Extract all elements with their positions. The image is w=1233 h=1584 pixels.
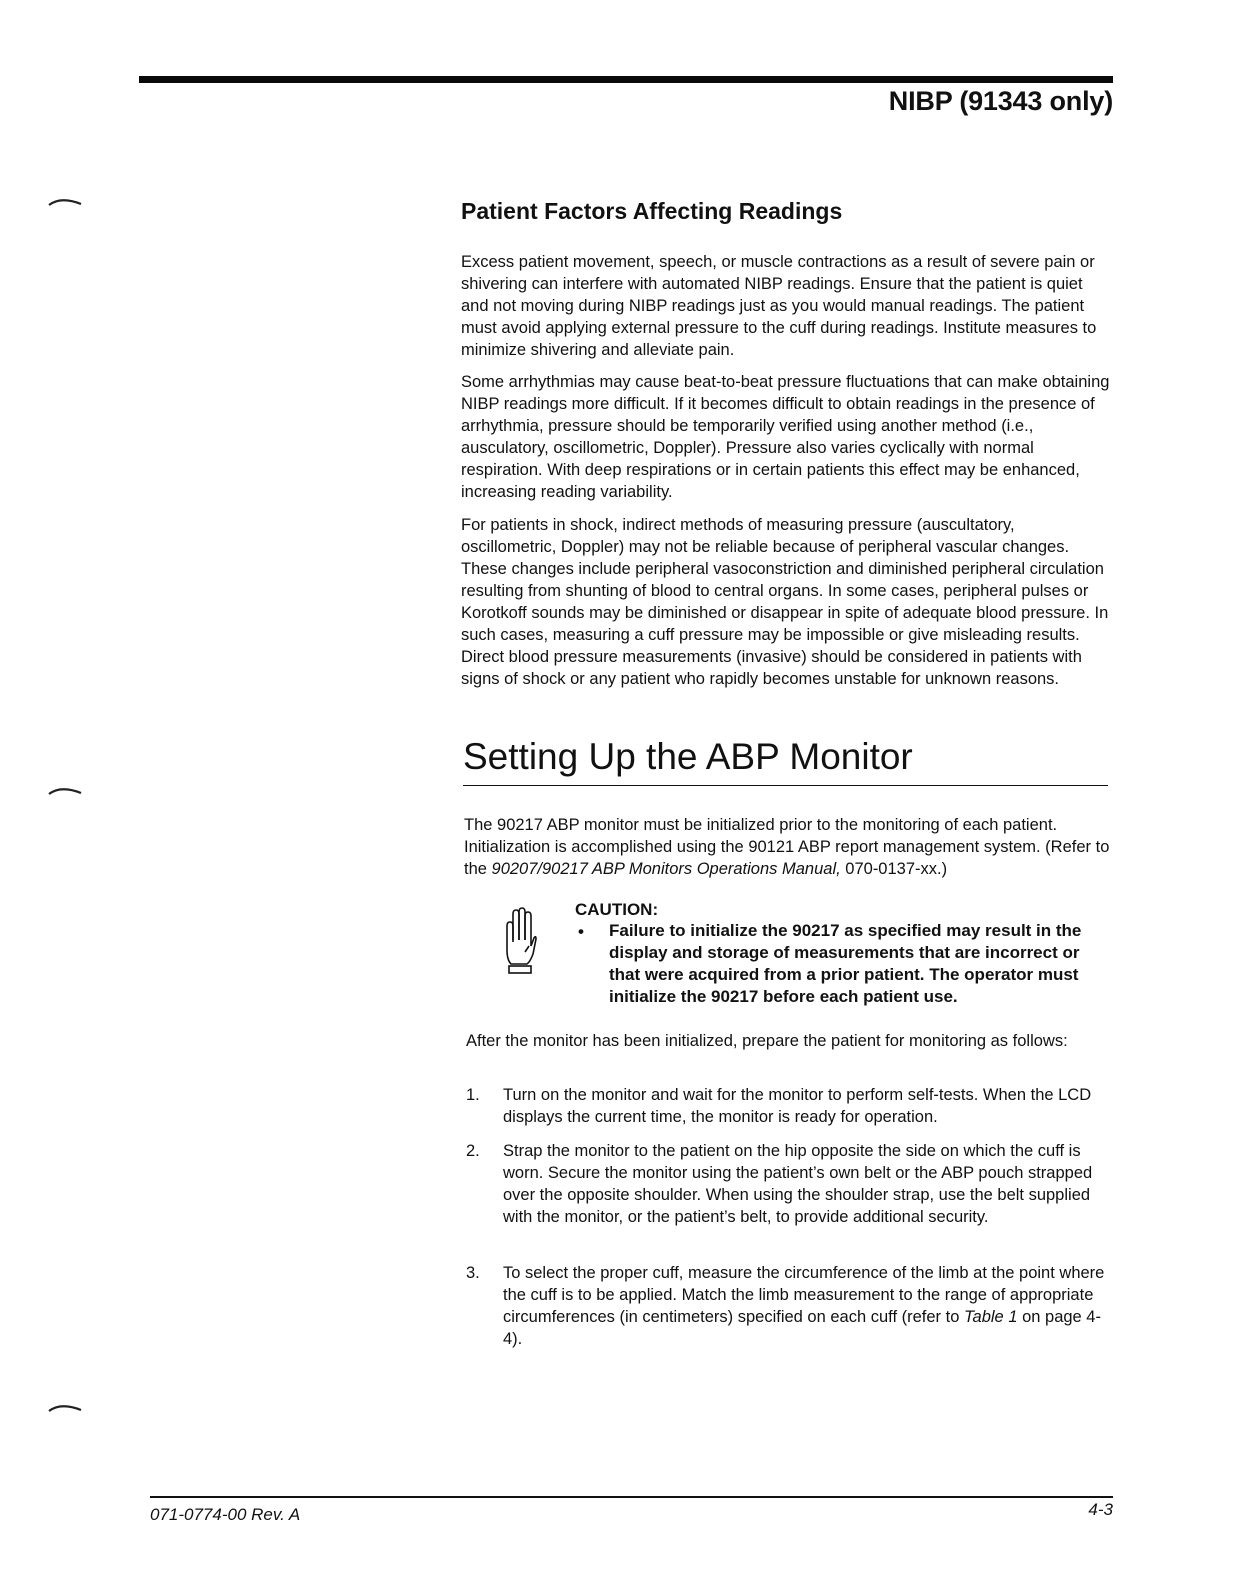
binder-hole-mark: [47, 196, 83, 208]
document-number: 071-0774-00 Rev. A: [150, 1505, 301, 1524]
step-number: 1.: [466, 1086, 480, 1104]
after-init-paragraph: After the monitor has been initialized, prepare the patient for monitoring as follows:: [466, 1032, 1068, 1050]
footer-rule: [150, 1496, 1113, 1498]
step-number: 3.: [466, 1264, 480, 1282]
step-number: 2.: [466, 1142, 480, 1160]
table-reference: Table 1: [963, 1308, 1018, 1326]
heading-underline: [463, 785, 1108, 786]
caution-label: CAUTION:: [575, 900, 659, 919]
intro-text: 070-0137-xx.): [840, 860, 948, 878]
paragraph: Some arrhythmias may cause beat-to-beat pressure fluctuations that can make obtaining NIBP readings more difficult. If it becomes difficult to obtain readings in the presence of arrhythmia, pressure should be temporarily verified using another method (i.e., ausculatory, oscillometric, Doppler). Pressure also varies cyclically with normal respiration. With deep respirations or in certain patients this effect may be enhanced, increasing reading variability.: [461, 373, 1110, 501]
list-item: [466, 1084, 1111, 1128]
binder-hole-mark: [47, 1402, 83, 1414]
section-heading-patient-factors: Patient Factors Affecting Readings: [461, 198, 843, 224]
step-text: Strap the monitor to the patient on the hip opposite the side on which the cuff is worn. Secure the monitor using the patient’s own belt or the ABP pouch strapped over the opposite shoulder. When using the shoulder strap, use the belt supplied with the monitor, or the patient’s belt, to provide additional security.: [503, 1142, 1093, 1226]
intro-text: The 90217 ABP monitor must be initialized prior to the monitoring of each patient. Initialization is accomplished using the 90121 ABP report management system. (Refer to the: [464, 816, 1110, 878]
chapter-heading-setup: Setting Up the ABP Monitor: [463, 736, 913, 777]
header-rule: [139, 76, 1113, 83]
manual-title: 90207/90217 ABP Monitors Operations Manual,: [491, 860, 841, 878]
step-text: [503, 1262, 1111, 1350]
binder-hole-mark: [47, 785, 83, 797]
paragraph: Excess patient movement, speech, or muscle contractions as a result of severe pain or shivering can interfere with automated NIBP readings. Ensure that the patient is quiet and not moving during NIBP readings just as you would manual readings. The patient must avoid applying external pressure to the cuff during readings. Institute measures to minimize shivering and alleviate pain.: [461, 253, 1097, 359]
list-item: [466, 1262, 1111, 1350]
hand-caution-icon: [503, 906, 537, 976]
list-item: [466, 1140, 1111, 1228]
step-text: Turn on the monitor and wait for the monitor to perform self-tests. When the LCD displays the current time, the monitor is ready for operation.: [503, 1086, 1092, 1126]
step-text-part: To select the proper cuff, measure the circumference of the limb at the point where the cuff is to be applied. Match the limb measurement to the range of appropriate circumferences (in centimeters) specified on each cuff (refer to: [503, 1264, 1105, 1326]
paragraph: For patients in shock, indirect methods of measuring pressure (auscultatory, oscillometric, Doppler) may not be reliable because of peripheral vascular changes. These changes include peripheral vasoconstriction and diminished peripheral circulation resulting from shunting of blood to central organs. In some cases, peripheral pulses or Korotkoff sounds may be diminished or disappear in spite of adequate blood pressure. In such cases, measuring a cuff pressure may be impossible or give misleading results. Direct blood pressure measurements (invasive) should be considered in patients with signs of shock or any patient who rapidly becomes unstable for unknown reasons.: [461, 516, 1109, 688]
setup-intro-paragraph: [464, 814, 1114, 880]
caution-bullet: •: [578, 922, 584, 941]
step-text-part: on page 4-4).: [503, 1308, 1101, 1348]
caution-text: Failure to initialize the 90217 as specified may result in the display and storage of measurements that are incorrect or that were acquired from a prior patient. The operator must initialize the 90217 before each patient use.: [609, 921, 1082, 1006]
page-number: 4-3: [1088, 1500, 1113, 1519]
running-header-title: NIBP (91343 only): [888, 86, 1113, 116]
